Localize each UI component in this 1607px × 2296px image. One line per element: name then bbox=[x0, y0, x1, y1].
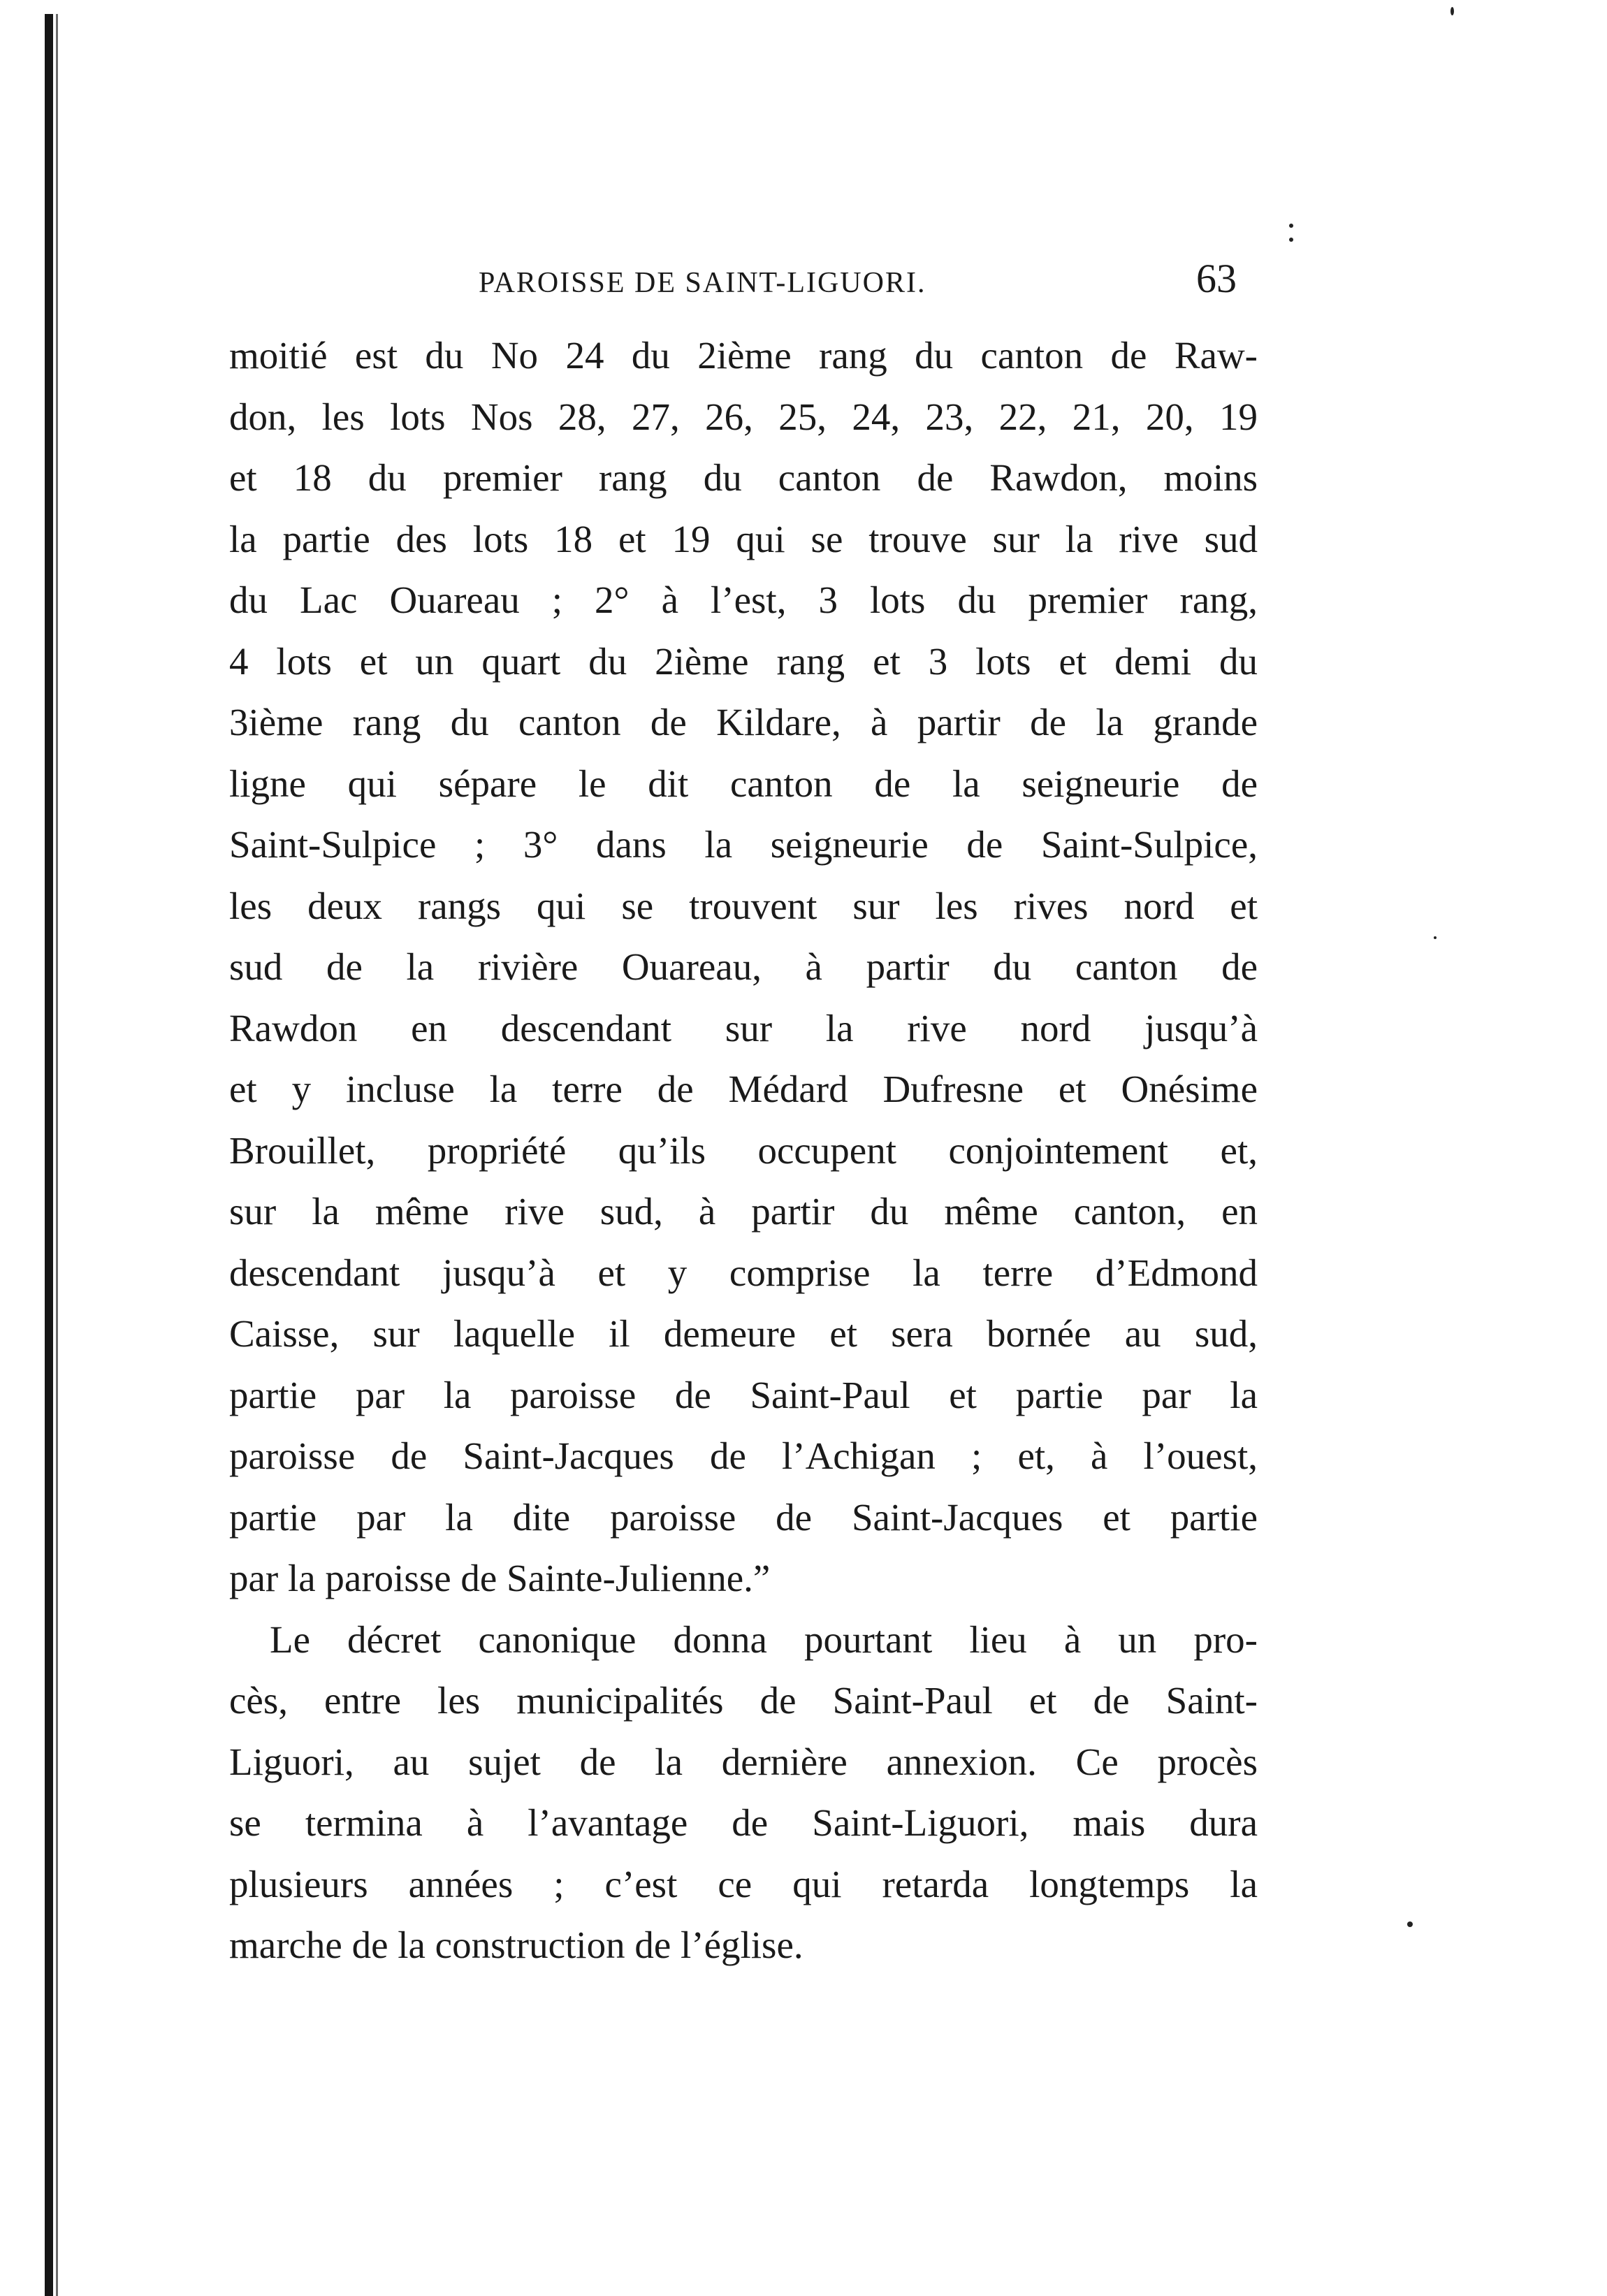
text-line: 4 lots et un quart du 2ième rang et 3 lots et demi du bbox=[229, 639, 1258, 683]
page-binding-edge bbox=[45, 14, 53, 2296]
text-line: et 18 du premier rang du canton de Rawdon, moins bbox=[229, 456, 1258, 499]
scan-speck bbox=[1434, 936, 1437, 939]
text-line: et y incluse la terre de Médard Dufresne et Onésime bbox=[229, 1068, 1258, 1110]
text-line: partie par la dite paroisse de Saint-Jacques et partie bbox=[229, 1495, 1258, 1539]
text-line: Liguori, au sujet de la dernière annexion. Ce procès bbox=[229, 1740, 1258, 1783]
text-line: moitié est du No 24 du 2ième rang du canton de Raw- bbox=[229, 334, 1258, 377]
page-binding-shadow bbox=[56, 14, 58, 2296]
running-head: PAROISSE DE SAINT-LIGUORI. bbox=[479, 267, 926, 299]
paragraph-end-line: marche de la construction de l’église. bbox=[229, 1924, 804, 1966]
page-number: 63 bbox=[1196, 256, 1237, 301]
page-header bbox=[231, 241, 1258, 311]
paragraph-start-line: Le décret canonique donna pourtant lieu à un pro- bbox=[270, 1618, 1258, 1661]
scan-speck bbox=[1289, 238, 1293, 242]
text-line: descendant jusqu’à et y comprise la terre d’Edmond bbox=[229, 1251, 1258, 1294]
text-line: plusieurs années ; c’est ce qui retarda longtemps la bbox=[229, 1862, 1258, 1905]
scan-speck bbox=[1407, 1921, 1413, 1927]
text-line: la partie des lots 18 et 19 qui se trouve sur la rive sud bbox=[229, 517, 1258, 560]
text-line: du Lac Ouareau ; 2° à l’est, 3 lots du premier rang, bbox=[229, 579, 1258, 621]
body-text bbox=[229, 325, 1258, 1976]
scan-speck bbox=[1450, 7, 1454, 15]
text-line: les deux rangs qui se trouvent sur les rives nord et bbox=[229, 884, 1258, 927]
text-line: Rawdon en descendant sur la rive nord jusqu’à bbox=[229, 1006, 1258, 1049]
text-line: 3ième rang du canton de Kildare, à partir de la grande bbox=[229, 701, 1258, 743]
text-line: cès, entre les municipalités de Saint-Paul et de Saint- bbox=[229, 1679, 1258, 1722]
scan-speck bbox=[1289, 224, 1293, 228]
text-line: se termina à l’avantage de Saint-Liguori, mais dura bbox=[229, 1801, 1258, 1844]
paragraph-end-line: par la paroisse de Sainte-Julienne.” bbox=[229, 1557, 771, 1599]
text-line: paroisse de Saint-Jacques de l’Achigan ; et, à l’ouest, bbox=[229, 1434, 1258, 1477]
text-line: Brouillet, propriété qu’ils occupent conjointement et, bbox=[229, 1128, 1258, 1172]
text-line: partie par la paroisse de Saint-Paul et partie par la bbox=[229, 1373, 1258, 1416]
text-line: ligne qui sépare le dit canton de la seigneurie de bbox=[229, 762, 1258, 805]
text-line: Caisse, sur laquelle il demeure et sera bornée au sud, bbox=[229, 1312, 1258, 1355]
text-line: don, les lots Nos 28, 27, 26, 25, 24, 23, 22, 21, 20, 19 bbox=[229, 395, 1258, 438]
text-line: sud de la rivière Ouareau, à partir du canton de bbox=[229, 945, 1258, 988]
text-line: Saint-Sulpice ; 3° dans la seigneurie de Saint-Sulpice, bbox=[229, 823, 1258, 866]
text-line: sur la même rive sud, à partir du même canton, en bbox=[229, 1190, 1258, 1233]
